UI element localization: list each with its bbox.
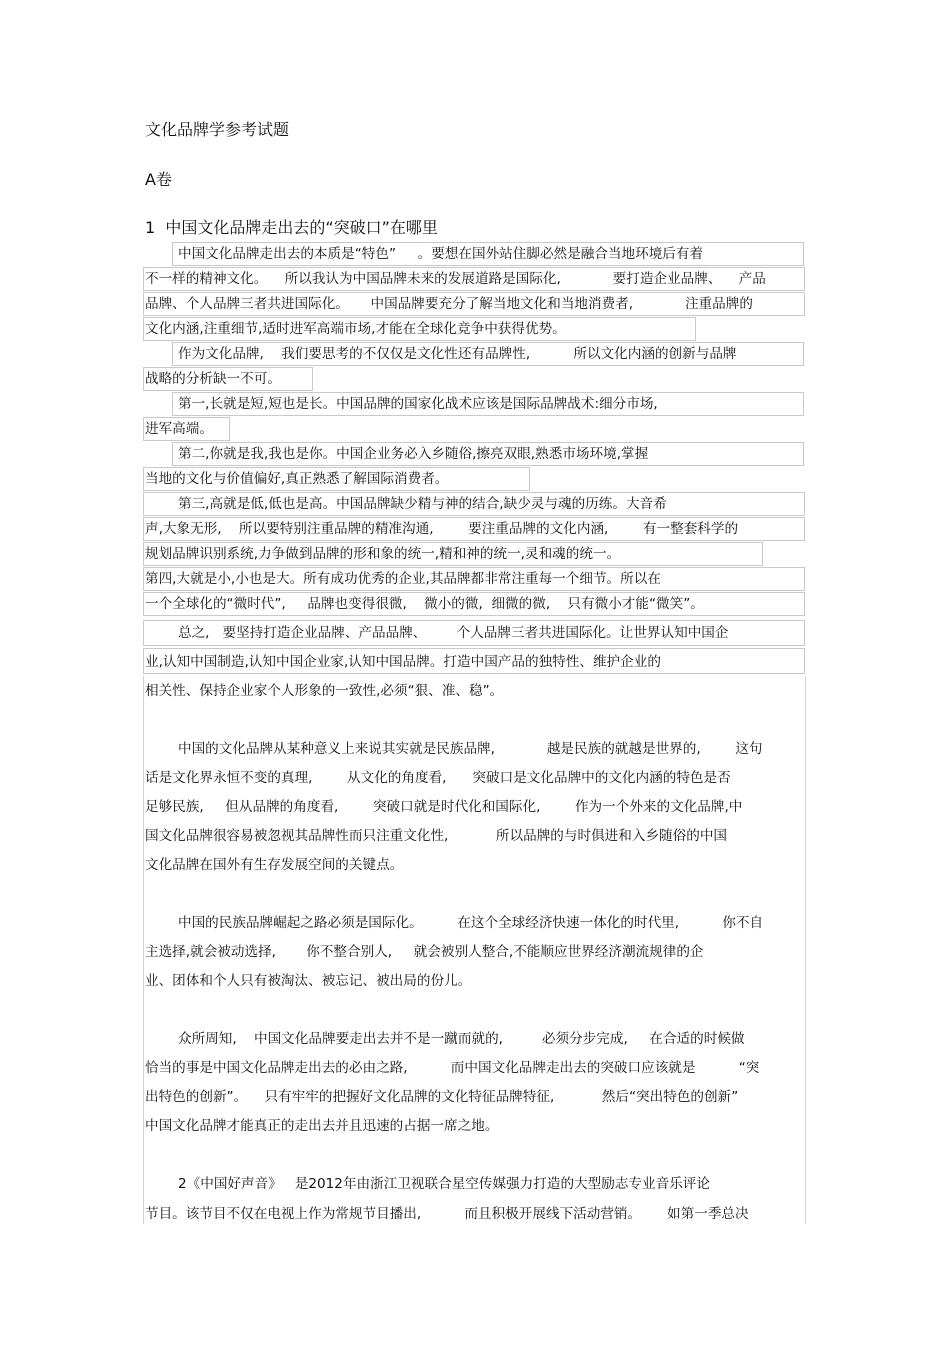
scan-rule xyxy=(805,676,806,1224)
text-line: 中国的文化品牌从某种意义上来说其实就是民族品牌, 越是民族的就越是世界的, 这句 xyxy=(178,741,763,757)
text-line: 主选择,就会被动选择, 你不整合别人, 就会被别人整合,不能顺应世界经济潮流规律的企 xyxy=(145,944,704,960)
text-line: 总之, 要坚持打造企业品牌、产品品牌、 个人品牌三者共进国际化。让世界认知中国企 xyxy=(178,625,729,641)
text-line: 出特色的创新”。 只有牢牢的把握好文化品牌的文化特征品牌特征, 然后“突出特色的创新” xyxy=(145,1089,739,1105)
document-title: 文化品牌学参考试题 xyxy=(145,120,290,139)
text-line: 众所周知, 中国文化品牌要走出去并不是一蹴而就的, 必须分步完成, 在合适的时候做 xyxy=(178,1031,745,1047)
text-line: 第三,高就是低,低也是高。中国品牌缺少精与神的结合,缺少灵与魂的历练。大音希 xyxy=(178,496,667,512)
text-line: 进军高端。 xyxy=(145,421,213,437)
text-line: 中国文化品牌才能真正的走出去并且迅速的占据一席之地。 xyxy=(145,1118,499,1134)
text-line: 2《中国好声音》 是2012年由浙江卫视联合星空传媒强力打造的大型励志专业音乐评论 xyxy=(178,1176,710,1192)
text-line: 不一样的精神文化。 所以我认为中国品牌未来的发展道路是国际化, 要打造企业品牌、 产品 xyxy=(145,271,766,287)
text-line: 文化内涵,注重细节,适时进军高端市场,才能在全球化竞争中获得优势。 xyxy=(145,321,566,337)
text-line: 第二,你就是我,我也是你。中国企业务必入乡随俗,擦亮双眼,熟悉市场环境,掌握 xyxy=(178,446,649,462)
text-line: 中国文化品牌走出去的本质是“特色” 。要想在国外站住脚必然是融合当地环境后有着 xyxy=(178,246,704,262)
text-line: 战略的分析缺一不可。 xyxy=(145,371,281,387)
text-line: 业、团体和个人只有被淘汰、被忘记、被出局的份儿。 xyxy=(145,973,472,989)
text-line: 当地的文化与价值偏好,真正熟悉了解国际消费者。 xyxy=(145,471,449,487)
text-line: 中国的民族品牌崛起之路必须是国际化。 在这个全球经济快速一体化的时代里, 你不自 xyxy=(178,915,764,931)
section-label: A卷 xyxy=(145,170,172,189)
text-line: 第一,长就是短,短也是长。中国品牌的国家化战术应该是国际品牌战术:细分市场, xyxy=(178,396,658,412)
text-line: 一个全球化的“微时代”, 品牌也变得很微, 微小的微, 细微的微, 只有微小才能“微笑”。 xyxy=(145,596,704,612)
text-line: 文化品牌在国外有生存发展空间的关键点。 xyxy=(145,857,404,873)
text-line: 声,大象无形, 所以要特别注重品牌的精准沟通, 要注重品牌的文化内涵, 有一整套科学的 xyxy=(145,521,739,537)
text-line: 恰当的事是中国文化品牌走出去的必由之路, 而中国文化品牌走出去的突破口应该就是 “突 xyxy=(145,1060,760,1076)
text-line: 品牌、个人品牌三者共进国际化。 中国品牌要充分了解当地文化和当地消费者, 注重品牌的 xyxy=(145,296,753,312)
scan-rule xyxy=(143,676,144,1224)
text-line: 足够民族, 但从品牌的角度看, 突破口就是时代化和国际化, 作为一个外来的文化品牌,中 xyxy=(145,799,743,815)
text-line: 作为文化品牌, 我们要思考的不仅仅是文化性还有品牌性, 所以文化内涵的创新与品牌 xyxy=(178,346,737,362)
text-line: 国文化品牌很容易被忽视其品牌性而只注重文化性, 所以品牌的与时俱进和入乡随俗的中国 xyxy=(145,828,728,844)
text-line: 业,认知中国制造,认知中国企业家,认知中国品牌。打造中国产品的独特性、维护企业的 xyxy=(145,654,661,670)
text-line: 第四,大就是小,小也是大。所有成功优秀的企业,其品牌都非常注重每一个细节。所以在 xyxy=(145,571,661,587)
text-line: 相关性、保持企业家个人形象的一致性,必须“狠、准、稳”。 xyxy=(145,683,504,699)
text-line: 规划品牌识别系统,力争做到品牌的形和象的统一,精和神的统一,灵和魂的统一。 xyxy=(145,546,621,562)
text-line: 节目。该节目不仅在电视上作为常规节目播出, 而且积极开展线下活动营销。 如第一季总决 xyxy=(145,1206,749,1222)
question-heading: 1 中国文化品牌走出去的“突破口”在哪里 xyxy=(145,218,438,237)
text-line: 话是文化界永恒不变的真理, 从文化的角度看, 突破口是文化品牌中的文化内涵的特色是否 xyxy=(145,770,731,786)
